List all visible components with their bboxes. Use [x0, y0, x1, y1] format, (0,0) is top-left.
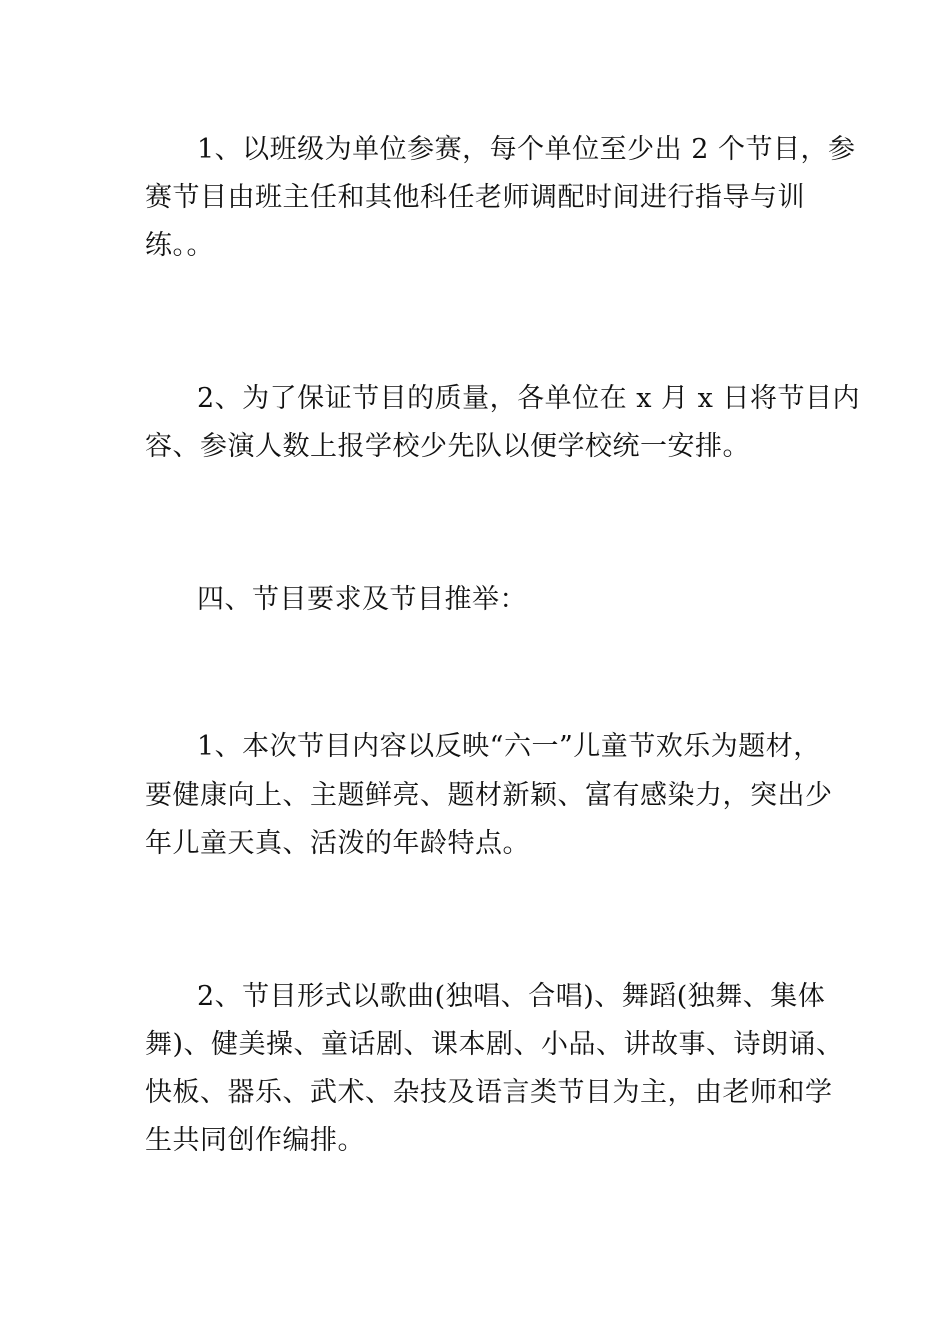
paragraph-line: 2、节目形式以歌曲(独唱、合唱)、舞蹈(独舞、集体 [197, 981, 826, 1012]
paragraph-line: 赛节目由班主任和其他科任老师调配时间进行指导与训 [145, 182, 805, 213]
paragraph-line: 1、以班级为单位参赛，每个单位至少出 2 个节目，参 [197, 134, 856, 165]
paragraph-line: 练。。 [145, 230, 214, 261]
paragraph-line: 要健康向上、主题鲜亮、题材新颖、富有感染力，突出少 [145, 780, 833, 811]
paragraph-line: 2、为了保证节目的质量，各单位在 x 月 x 日将节目内 [197, 383, 860, 414]
paragraph-line: 生共同创作编排。 [145, 1125, 365, 1156]
paragraph-line: 容、参演人数上报学校少先队以便学校统一安排。 [145, 431, 750, 462]
paragraph-line: 1、本次节目内容以反映“六一”儿童节欢乐为题材， [197, 731, 821, 762]
paragraph-line: 年儿童天真、活泼的年龄特点。 [145, 828, 530, 859]
paragraph-line: 舞)、健美操、童话剧、课本剧、小品、讲故事、诗朗诵、 [145, 1029, 844, 1060]
section-heading-text: 四、节目要求及节目推举： [197, 584, 527, 615]
paragraph-line: 快板、器乐、武术、杂技及语言类节目为主，由老师和学 [145, 1077, 833, 1108]
